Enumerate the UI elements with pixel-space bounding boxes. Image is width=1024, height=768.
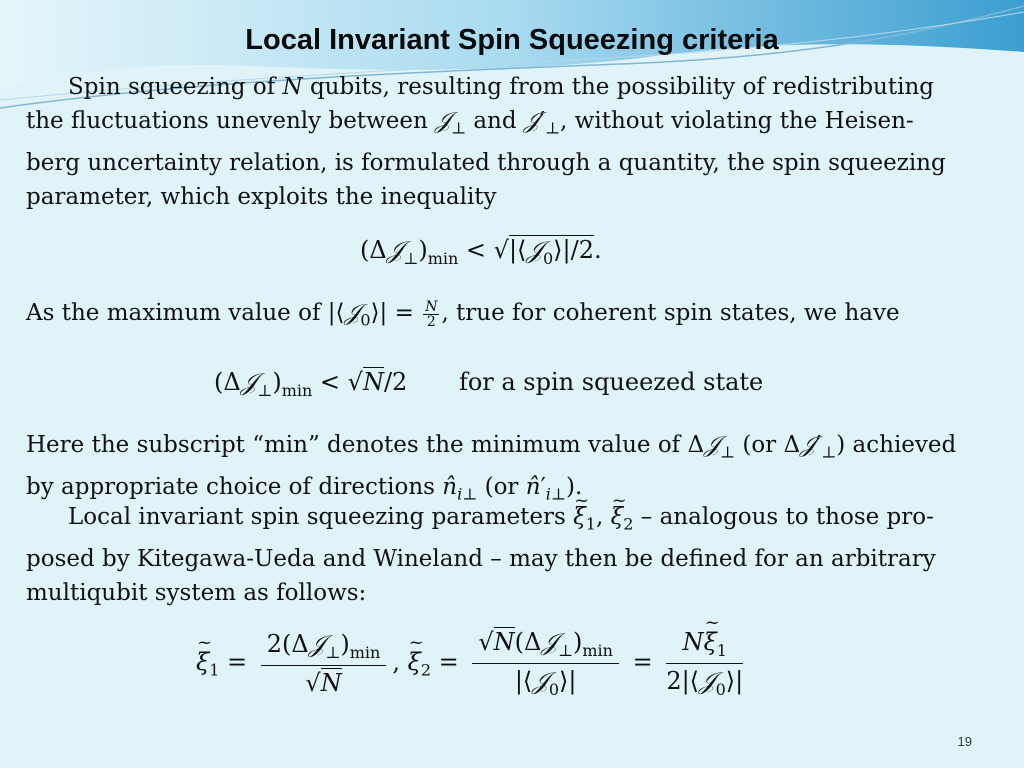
local-invariant-paragraph: Local invariant spin squeezing parameters ~ $\xi_1$, ~ $\xi_2$ – analogous to those pro- posed by Kitegawa-Ueda and Wineland – may then be defined for an arbitrary multiqubit system as follows: (26, 500, 1006, 610)
page-number: 19 (957, 734, 972, 749)
slide-title: Local Invariant Spin Squeezing criteria (245, 24, 779, 56)
max-value-paragraph: As the maximum value of |⟨𝒥$_0$⟩| = $\frac{N}{2}$ , true for coherent spin states, we have (26, 298, 900, 330)
equation-squeezed-state: $(\Delta 𝒥_\perp)_{min} < √N/2$ for a spin squeezed state (214, 368, 764, 400)
equation-inequality: $(\Delta 𝒥_\perp)_{min}$ < √|⟨𝒥$_0$⟩|/2. (360, 236, 602, 268)
subscript-paragraph: Here the subscript “min” denotes the minimum value of Δ𝒥$_\perp$ (or $\Delta 𝒥'_\perp$) achieved by appropriate choice of directions $n̂_{i\perp}$ (or $n̂'_{i\perp}$). (26, 432, 957, 504)
intro-paragraph: Spin squeezing of N qubits, resulting from the possibility of redistributing the fluctuations unevenly between 𝒥$_\perp$ and $𝒥'_\perp$, without violating the Heisen- berg uncertainty relation, is formulated through a quantity, the spin squeezing parameter, which exploits the inequality (26, 74, 946, 210)
equation-squeezing-parameters: ~ $\xi_1$ = $\frac{2(\Delta 𝒥_\perp)_{min}}{√N}$ , ~ $\xi_2$ = $\frac{√N(\Delta 𝒥_\perp)_{min}}{|⟨𝒥_0⟩|}$ = $\frac{N\sim \xi_1}{2|⟨𝒥_0⟩|}$ (196, 628, 749, 699)
